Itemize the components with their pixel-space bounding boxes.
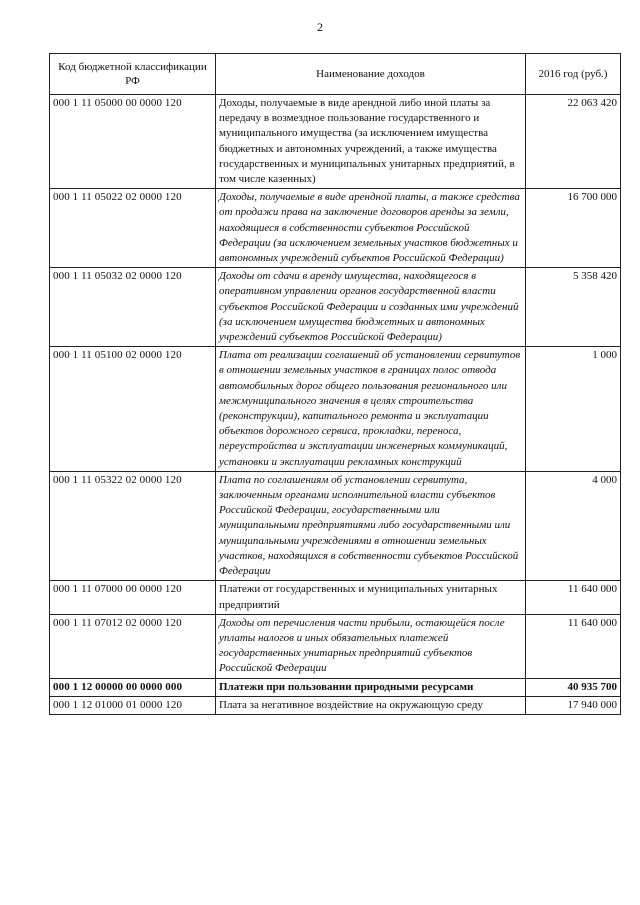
row-amount: 1 000 — [526, 347, 621, 472]
row-amount: 4 000 — [526, 471, 621, 580]
row-name: Доходы, получаемые в виде арендной либо иной платы за передачу в возмездное пользование государственного и муниципального имущества (за исключением имущества бюджетных и автономных учреждений, а также имущества государственных и муниципальных унитарных предприятий, в том числе казенных) — [216, 95, 526, 189]
table-row — [50, 189, 621, 268]
row-name: Платежи от государственных и муниципальных унитарных предприятий — [216, 581, 526, 614]
page-number: 2 — [317, 20, 323, 34]
row-code: 000 1 12 01000 01 0000 120 — [50, 696, 216, 714]
revenue-table — [49, 53, 621, 715]
row-name: Плата по соглашениям об установлении сервитута, заключенным органами исполнительной власти субъектов Российской Федерации, государственными или муниципальными предприятиями либо государственными или муниципальными учреждениями в отношении земельных участков, находящихся в собственности субъектов Российской Федерации — [216, 471, 526, 580]
table-header-row — [50, 54, 621, 95]
row-amount: 5 358 420 — [526, 268, 621, 347]
row-name: Доходы, получаемые в виде арендной платы, а также средства от продажи права на заключение договоров аренды за земли, находящиеся в собственности субъектов Российской Федерации (за исключением земельных участков бюджетных и автономных учреждений субъектов Российской Федерации) — [216, 189, 526, 268]
row-amount: 16 700 000 — [526, 189, 621, 268]
row-name: Плата за негативное воздействие на окружающую среду — [216, 696, 526, 714]
row-code: 000 1 11 05000 00 0000 120 — [50, 95, 216, 189]
row-code: 000 1 12 00000 00 0000 000 — [50, 678, 216, 696]
row-amount: 11 640 000 — [526, 581, 621, 614]
table-row — [50, 268, 621, 347]
header-amount: 2016 год (руб.) — [526, 54, 621, 95]
table-row — [50, 614, 621, 678]
row-amount: 11 640 000 — [526, 614, 621, 678]
table-row — [50, 347, 621, 472]
row-name: Доходы от сдачи в аренду имущества, находящегося в оперативном управлении органов государственной власти субъектов Российской Федерации и созданных ими учреждений (за исключением имущества бюджетных и автономных учреждений субъектов Российской Федерации) — [216, 268, 526, 347]
row-code: 000 1 11 05032 02 0000 120 — [50, 268, 216, 347]
row-code: 000 1 11 05100 02 0000 120 — [50, 347, 216, 472]
row-amount: 17 940 000 — [526, 696, 621, 714]
table-row — [50, 678, 621, 696]
table-row — [50, 696, 621, 714]
row-amount: 22 063 420 — [526, 95, 621, 189]
row-name: Плата от реализации соглашений об установлении сервитутов в отношении земельных участков в границах полос отвода автомобильных дорог общего пользования регионального или межмуниципального значения в целях строительства (реконструкции), капитального ремонта и эксплуатации объектов дорожного сервиса, прокладки, переноса, переустройства и эксплуатации инженерных коммуникаций, установки и эксплуатации рекламных конструкций — [216, 347, 526, 472]
row-amount: 40 935 700 — [526, 678, 621, 696]
row-code: 000 1 11 05322 02 0000 120 — [50, 471, 216, 580]
table-row — [50, 95, 621, 189]
row-code: 000 1 11 07000 00 0000 120 — [50, 581, 216, 614]
row-name: Доходы от перечисления части прибыли, остающейся после уплаты налогов и иных обязательных платежей государственных унитарных предприятий субъектов Российской Федерации — [216, 614, 526, 678]
header-name: Наименование доходов — [216, 54, 526, 95]
header-code: Код бюджетной классификации РФ — [50, 54, 216, 95]
table-row — [50, 581, 621, 614]
table-row — [50, 471, 621, 580]
row-name: Платежи при пользовании природными ресурсами — [216, 678, 526, 696]
row-code: 000 1 11 05022 02 0000 120 — [50, 189, 216, 268]
row-code: 000 1 11 07012 02 0000 120 — [50, 614, 216, 678]
